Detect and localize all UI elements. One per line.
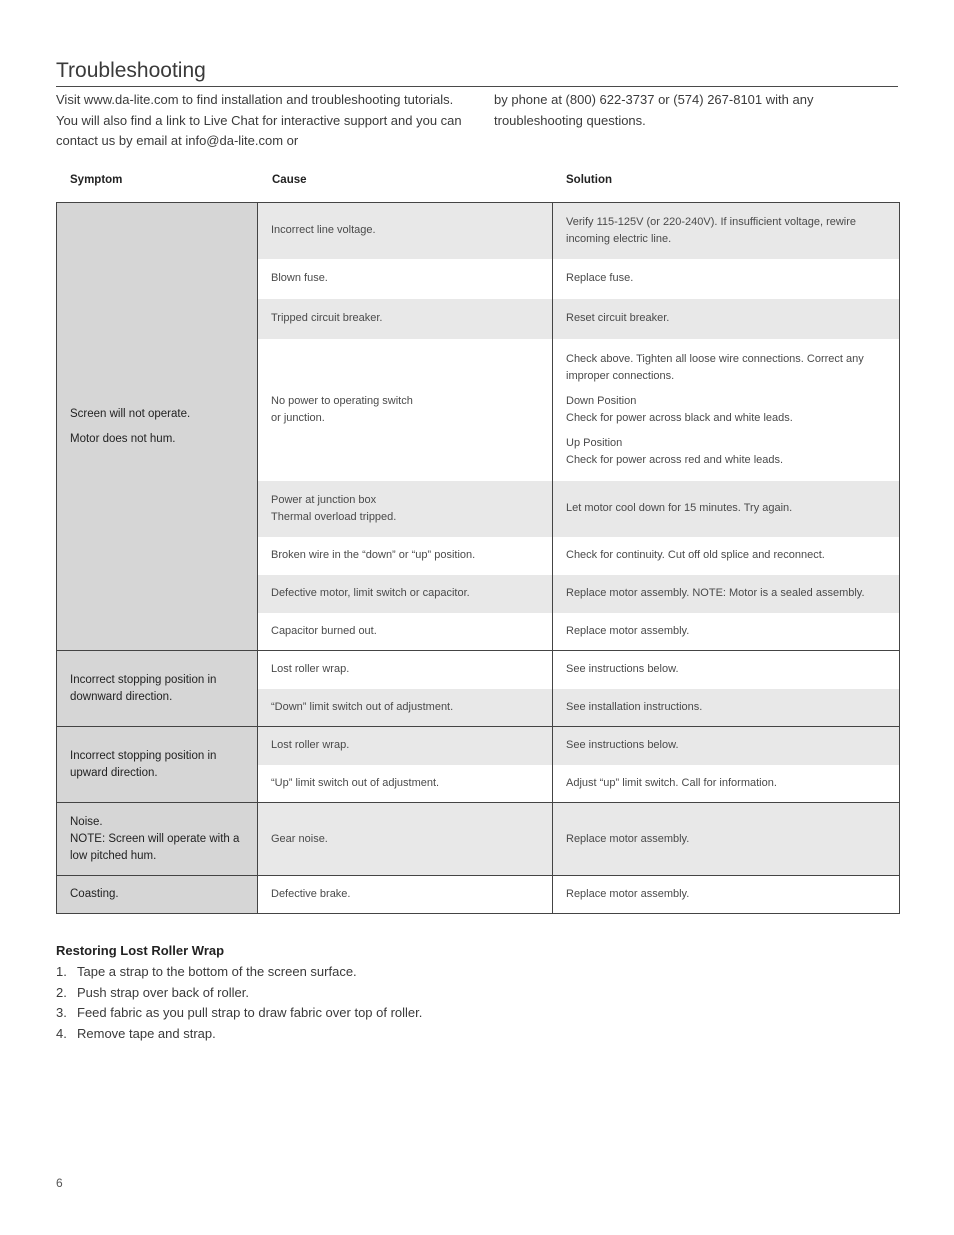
- solution-text: Up Position Check for power across red and white leads.: [566, 436, 784, 466]
- solution-text: See instructions below.: [566, 663, 679, 676]
- symptom-text: Incorrect stopping position in downward direction.: [70, 673, 217, 703]
- cause-text: Defective motor, limit switch or capacitor.: [271, 587, 470, 599]
- page-number: 6: [56, 1176, 63, 1190]
- symptom-cell: [57, 203, 258, 651]
- symptom-text: Motor does not hum.: [70, 432, 176, 445]
- intro-text-right: by phone at (800) 622-3737 or (574) 267-8101 with any troubleshooting questions.: [494, 92, 814, 128]
- cause-cell: [258, 299, 553, 339]
- table-row: [57, 203, 900, 259]
- cause-text: Defective brake.: [271, 888, 351, 900]
- cause-cell: [258, 651, 553, 689]
- cause-text: Thermal overload tripped.: [271, 510, 397, 523]
- cause-cell: [258, 203, 553, 259]
- symptom-cell: [57, 876, 258, 914]
- symptom-text: Incorrect stopping position in upward direction.: [70, 749, 217, 779]
- solution-cell: [553, 481, 900, 537]
- solution-text: Verify 115-125V (or 220-240V). If insufficient voltage, rewire incoming electric line.: [566, 215, 857, 245]
- solution-text: Reset circuit breaker.: [566, 312, 670, 324]
- step-text: Remove tape and strap.: [77, 1025, 216, 1041]
- solution-text: See instructions below.: [566, 739, 679, 752]
- solution-cell: [553, 537, 900, 575]
- cause-cell: [258, 575, 553, 613]
- solution-cell: [553, 765, 900, 803]
- cause-cell: [258, 339, 553, 481]
- cause-text: Lost roller wrap.: [271, 663, 350, 676]
- header-cause: Cause: [272, 174, 307, 186]
- cause-text: Capacitor burned out.: [271, 624, 377, 637]
- header-solution: Solution: [566, 174, 612, 186]
- step-number: 1.: [56, 964, 67, 979]
- table-row: [57, 803, 900, 876]
- solution-cell: [553, 876, 900, 914]
- step-text: Tape a strap to the bottom of the screen surface.: [77, 964, 357, 979]
- page-title: Troubleshooting: [56, 58, 898, 87]
- solution-cell: [553, 575, 900, 613]
- restoring-title: Restoring Lost Roller Wrap: [56, 943, 225, 958]
- list-item: [56, 1003, 422, 1024]
- cause-text: Power at junction box: [271, 493, 377, 506]
- solution-text: Check for continuity. Cut off old splice and reconnect.: [566, 549, 825, 561]
- cause-cell: [258, 876, 553, 914]
- table-row: [57, 651, 900, 689]
- restoring-steps: [56, 962, 422, 1044]
- solution-cell: [553, 299, 900, 339]
- cause-text: Gear noise.: [271, 832, 328, 845]
- cause-cell: [258, 481, 553, 537]
- table-row: [57, 876, 900, 914]
- cause-cell: [258, 803, 553, 876]
- cause-cell: [258, 765, 553, 803]
- troubleshooting-table: [56, 202, 900, 914]
- symptom-cell: [57, 727, 258, 803]
- step-text: Push strap over back of roller.: [77, 984, 249, 1000]
- cause-text: Broken wire in the “down” or “up” position.: [271, 549, 476, 561]
- solution-text: Down Position Check for power across black and white leads.: [566, 394, 793, 424]
- table-row: [57, 727, 900, 765]
- solution-cell: [553, 259, 900, 299]
- solution-text: Replace motor assembly.: [566, 624, 690, 637]
- step-number: 2.: [56, 984, 67, 1000]
- solution-cell: [553, 339, 900, 481]
- solution-text: Replace motor assembly.: [566, 832, 690, 845]
- solution-cell: [553, 651, 900, 689]
- solution-cell: [553, 203, 900, 259]
- cause-cell: [258, 689, 553, 727]
- cause-text: “Down” limit switch out of adjustment.: [271, 700, 454, 713]
- solution-cell: [553, 613, 900, 651]
- cause-cell: [258, 613, 553, 651]
- cause-cell: [258, 537, 553, 575]
- symptom-text: Coasting.: [70, 888, 119, 900]
- cause-text: Blown fuse.: [271, 272, 328, 284]
- solution-cell: [553, 803, 900, 876]
- step-number: 3.: [56, 1005, 67, 1020]
- symptom-cell: [57, 651, 258, 727]
- cause-cell: [258, 727, 553, 765]
- cause-cell: [258, 259, 553, 299]
- intro-text-left: Visit www.da-lite.com to find installation and troubleshooting tutorials. You will also find a link to Live Chat for interactive support and you can contact us by email at info@da-lite.com or: [56, 92, 462, 148]
- symptom-text: Screen will not operate.: [70, 407, 191, 420]
- solution-text: Replace fuse.: [566, 272, 634, 284]
- cause-text: or junction.: [271, 411, 325, 424]
- symptom-cell: [57, 803, 258, 876]
- solution-text: Replace motor assembly.: [566, 888, 690, 900]
- solution-text: Replace motor assembly. NOTE: Motor is a sealed assembly.: [566, 587, 865, 599]
- list-item: [56, 983, 422, 1004]
- header-symptom: Symptom: [70, 174, 123, 186]
- solution-text: Adjust “up” limit switch. Call for information.: [566, 776, 777, 789]
- list-item: [56, 1024, 422, 1045]
- cause-text: No power to operating switch: [271, 394, 413, 407]
- step-text: Feed fabric as you pull strap to draw fabric over top of roller.: [77, 1005, 423, 1020]
- solution-cell: [553, 689, 900, 727]
- solution-cell: [553, 727, 900, 765]
- list-item: [56, 962, 422, 983]
- solution-text: Check above. Tighten all loose wire connections. Correct any improper connections.: [566, 352, 864, 382]
- step-number: 4.: [56, 1025, 67, 1041]
- cause-text: Incorrect line voltage.: [271, 224, 376, 237]
- solution-text: See installation instructions.: [566, 700, 703, 713]
- cause-text: Lost roller wrap.: [271, 739, 350, 752]
- symptom-text: Noise. NOTE: Screen will operate with a low pitched hum.: [70, 815, 240, 862]
- solution-text: Let motor cool down for 15 minutes. Try again.: [566, 502, 793, 514]
- cause-text: Tripped circuit breaker.: [271, 312, 383, 324]
- cause-text: “Up” limit switch out of adjustment.: [271, 776, 440, 789]
